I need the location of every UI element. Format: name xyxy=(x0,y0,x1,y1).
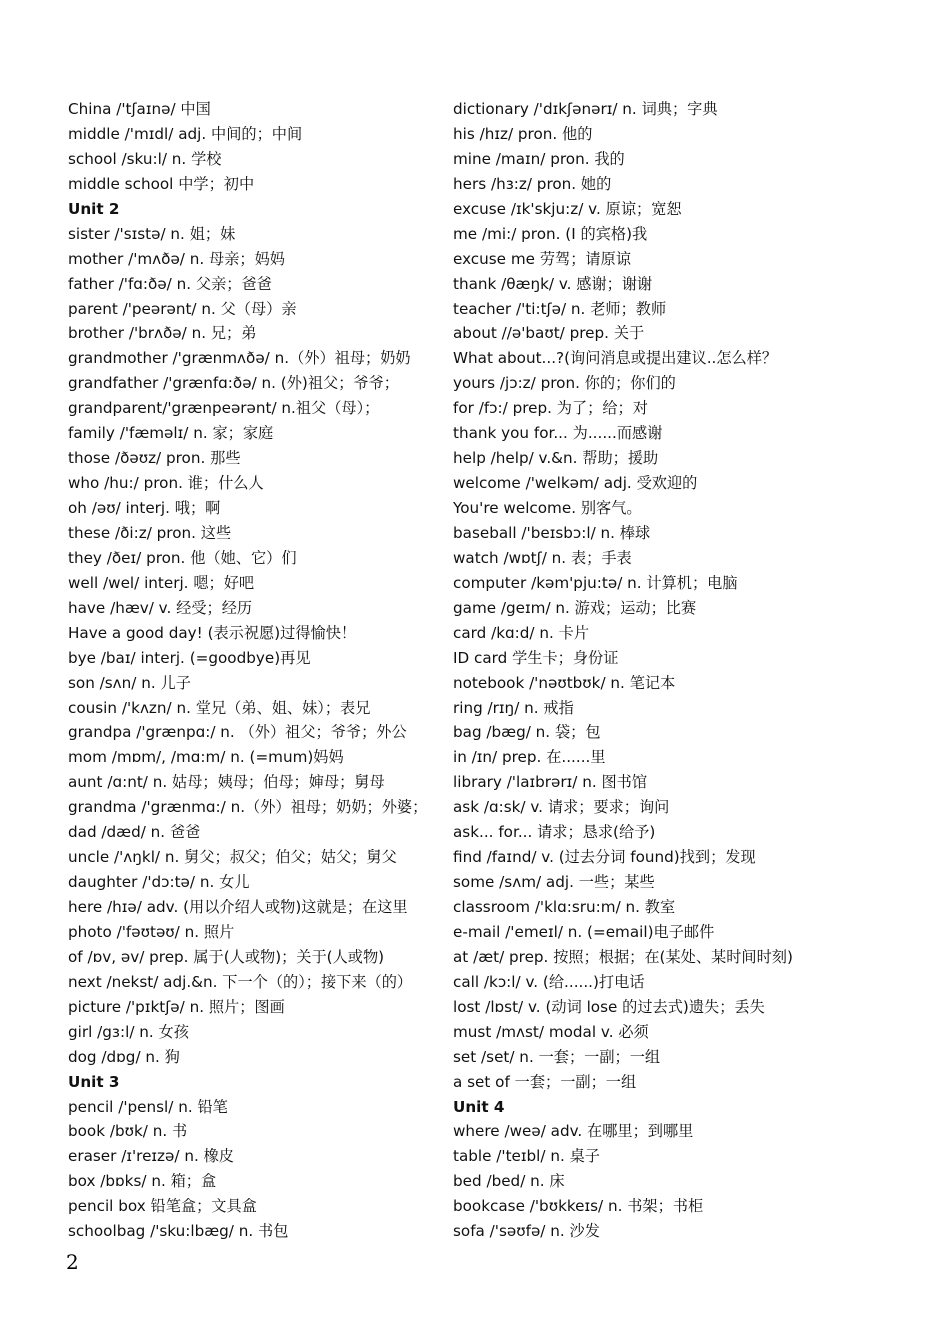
vocab-entry: grandparent/'grænpeərənt/ n.祖父（母）； xyxy=(68,399,380,418)
vocab-entry: computer /kəm'pju:tə/ n. 计算机；电脑 xyxy=(453,573,738,592)
vocab-entry: grandma /'grænmɑ:/ n.（外）祖母；奶奶；外婆； xyxy=(68,798,428,817)
vocab-entry: well /wel/ interj. 嗯；好吧 xyxy=(68,573,255,592)
vocab-entry: welcome /'welkəm/ adj. 受欢迎的 xyxy=(453,474,698,493)
unit-heading: Unit 3 xyxy=(68,1072,120,1091)
vocab-entry: his /hɪz/ pron. 他的 xyxy=(453,124,593,143)
vocab-entry: next /nekst/ adj.&n. 下一个（的）；接下来（的） xyxy=(68,972,413,991)
vocab-entry: eraser /ɪ'reɪzə/ n. 橡皮 xyxy=(68,1147,234,1166)
vocab-entry: bookcase /'bʊkkeɪs/ n. 书架；书柜 xyxy=(453,1197,704,1216)
vocab-entry: dad /dæd/ n. 爸爸 xyxy=(68,823,201,842)
vocab-entry: picture /'pɪktʃə/ n. 照片；图画 xyxy=(68,997,285,1016)
vocab-entry: book /bʊk/ n. 书 xyxy=(68,1122,188,1141)
vocab-entry: lost /lɒst/ v. (动词 lose 的过去式)遗失；丢失 xyxy=(453,997,765,1016)
vocab-entry: ask... for... 请求；恳求(给予) xyxy=(453,823,656,842)
vocab-entry: father /'fɑ:ðə/ n. 父亲；爸爸 xyxy=(68,274,272,293)
vocab-entry: mine /maɪn/ pron. 我的 xyxy=(453,149,625,168)
vocab-entry: uncle /'ʌŋkl/ n. 舅父；叔父；伯父；姑父；舅父 xyxy=(68,848,397,867)
vocab-entry: pencil /'pensl/ n. 铅笔 xyxy=(68,1097,228,1116)
vocab-entry: notebook /'nəʊtbʊk/ n. 笔记本 xyxy=(453,673,676,692)
vocab-entry: dictionary /'dɪkʃənərɪ/ n. 词典；字典 xyxy=(453,100,718,118)
vocab-entry: who /hu:/ pron. 谁；什么人 xyxy=(68,474,264,493)
vocab-entry: bag /bæg/ n. 袋；包 xyxy=(453,723,601,742)
vocab-entry: classroom /'klɑ:sru:m/ n. 教室 xyxy=(453,898,676,916)
vocab-entry: cousin /'kʌzn/ n. 堂兄（弟、姐、妹）；表兄 xyxy=(68,698,371,717)
vocab-entry: mom /mɒm/, /mɑ:m/ n. (=mum)妈妈 xyxy=(68,748,344,767)
vocab-entry: excuse /ɪk'skju:z/ v. 原谅；宽恕 xyxy=(453,199,682,218)
vocab-entry: find /faɪnd/ v. (过去分词 found)找到；发现 xyxy=(453,848,756,867)
vocab-entry: aunt /ɑ:nt/ n. 姑母；姨母；伯母；婶母；舅母 xyxy=(68,773,385,792)
vocab-entry: oh /əʊ/ interj. 哦；啊 xyxy=(68,499,221,517)
vocab-entry: daughter /'dɔ:tə/ n. 女儿 xyxy=(68,873,250,892)
vocab-entry: these /ði:z/ pron. 这些 xyxy=(68,523,232,542)
vocab-entry: of /ɒv, əv/ prep. 属于(人或物)；关于(人或物) xyxy=(68,947,385,966)
vocab-entry: You're welcome. 别客气。 xyxy=(453,499,642,517)
vocab-entry: mother /'mʌðə/ n. 母亲；妈妈 xyxy=(68,249,285,268)
vocab-entry: library /'laɪbrərɪ/ n. 图书馆 xyxy=(453,773,648,792)
vocab-entry: me /mi:/ pron. (I 的宾格)我 xyxy=(453,224,648,243)
vocab-entry: thank /θæŋk/ v. 感谢；谢谢 xyxy=(453,274,653,293)
vocab-entry: parent /'peərənt/ n. 父（母）亲 xyxy=(68,299,297,318)
vocab-entry: family /'fæməlɪ/ n. 家；家庭 xyxy=(68,424,274,443)
left-column xyxy=(68,97,448,1244)
vocab-entry: at /æt/ prep. 按照；根据；在(某处、某时间时刻) xyxy=(453,947,793,966)
vocab-entry: pencil box 铅笔盒；文具盒 xyxy=(68,1197,257,1216)
vocab-entry: yours /jɔ:z/ pron. 你的；你们的 xyxy=(453,374,676,393)
vocab-entry: middle school 中学；初中 xyxy=(68,174,255,193)
vocab-entry: set /set/ n. 一套；一副；一组 xyxy=(453,1047,661,1066)
right-column xyxy=(453,97,923,1244)
vocab-entry: card /kɑ:d/ n. 卡片 xyxy=(453,623,590,642)
vocab-entry: ring /rɪŋ/ n. 戒指 xyxy=(453,698,574,717)
vocab-entry: hers /hɜ:z/ pron. 她的 xyxy=(453,174,612,193)
vocab-entry: e-mail /'emeɪl/ n. (=email)电子邮件 xyxy=(453,922,715,941)
vocab-entry: ID card 学生卡；身份证 xyxy=(453,648,619,667)
vocab-entry: schoolbag /'sku:lbæg/ n. 书包 xyxy=(68,1222,289,1241)
vocab-entry: call /kɔ:l/ v. (给......)打电话 xyxy=(453,972,645,991)
vocab-entry: school /sku:l/ n. 学校 xyxy=(68,149,222,168)
vocab-entry: where /weə/ adv. 在哪里；到哪里 xyxy=(453,1122,694,1141)
vocab-entry: those /ðəʊz/ pron. 那些 xyxy=(68,449,241,468)
vocab-entry: Have a good day! (表示祝愿)过得愉快！ xyxy=(68,623,357,642)
vocab-entry: What about...?(询问消息或提出建议..怎么样？ xyxy=(453,349,778,368)
vocab-entry: have /hæv/ v. 经受；经历 xyxy=(68,598,253,617)
vocab-entry: help /help/ v.&n. 帮助；援助 xyxy=(453,449,659,468)
vocab-entry: photo /'fəʊtəʊ/ n. 照片 xyxy=(68,922,235,941)
vocab-entry: girl /gɜ:l/ n. 女孩 xyxy=(68,1022,189,1041)
vocab-entry: here /hɪə/ adv. (用以介绍人或物)这就是；在这里 xyxy=(68,898,408,916)
vocab-entry: box /bɒks/ n. 箱；盒 xyxy=(68,1172,217,1191)
vocab-entry: baseball /'beɪsbɔ:l/ n. 棒球 xyxy=(453,523,651,542)
vocab-entry: they /ðeɪ/ pron. 他（她、它）们 xyxy=(68,548,297,567)
vocab-entry: China /'tʃaɪnə/ 中国 xyxy=(68,100,211,118)
vocab-entry: some /sʌm/ adj. 一些；某些 xyxy=(453,873,655,892)
vocab-entry: game /geɪm/ n. 游戏；运动；比赛 xyxy=(453,598,697,617)
vocab-entry: excuse me 劳驾；请原谅 xyxy=(453,249,631,268)
vocab-entry: grandpa /'grænpɑ:/ n. （外）祖父；爷爷；外公 xyxy=(68,723,407,742)
vocab-entry: must /mʌst/ modal v. 必须 xyxy=(453,1022,649,1041)
vocab-entry: in /ɪn/ prep. 在......里 xyxy=(453,748,606,767)
vocab-entry: about //ə'baʊt/ prep. 关于 xyxy=(453,324,645,343)
vocab-entry: sofa /'səʊfə/ n. 沙发 xyxy=(453,1222,600,1241)
vocab-entry: table /'teɪbl/ n. 桌子 xyxy=(453,1147,600,1166)
vocab-entry: watch /wɒtʃ/ n. 表；手表 xyxy=(453,548,632,567)
vocab-entry: thank you for... 为......而感谢 xyxy=(453,424,663,443)
vocab-entry: for /fɔ:/ prep. 为了；给；对 xyxy=(453,399,648,418)
vocab-entry: son /sʌn/ n. 儿子 xyxy=(68,673,191,692)
vocab-entry: bye /baɪ/ interj. (=goodbye)再见 xyxy=(68,648,311,667)
unit-heading: Unit 4 xyxy=(453,1097,505,1116)
vocab-entry: sister /'sɪstə/ n. 姐；妹 xyxy=(68,224,236,243)
vocab-entry: grandfather /'grænfɑ:ðə/ n. (外)祖父；爷爷； xyxy=(68,374,399,393)
vocab-entry: grandmother /'grænmʌðə/ n.（外）祖母；奶奶 xyxy=(68,349,411,368)
vocab-entry: teacher /'ti:tʃə/ n. 老师；教师 xyxy=(453,299,667,318)
vocab-entry: middle /'mɪdl/ adj. 中间的；中间 xyxy=(68,124,303,143)
vocab-entry: brother /'brʌðə/ n. 兄；弟 xyxy=(68,324,257,343)
vocab-entry: bed /bed/ n. 床 xyxy=(453,1172,565,1191)
unit-heading: Unit 2 xyxy=(68,199,120,218)
page-number: 2 xyxy=(66,1250,79,1274)
vocab-entry: dog /dɒg/ n. 狗 xyxy=(68,1047,180,1066)
vocab-entry: ask /ɑ:sk/ v. 请求；要求；询问 xyxy=(453,798,670,817)
vocab-entry: a set of 一套；一副；一组 xyxy=(453,1072,637,1091)
